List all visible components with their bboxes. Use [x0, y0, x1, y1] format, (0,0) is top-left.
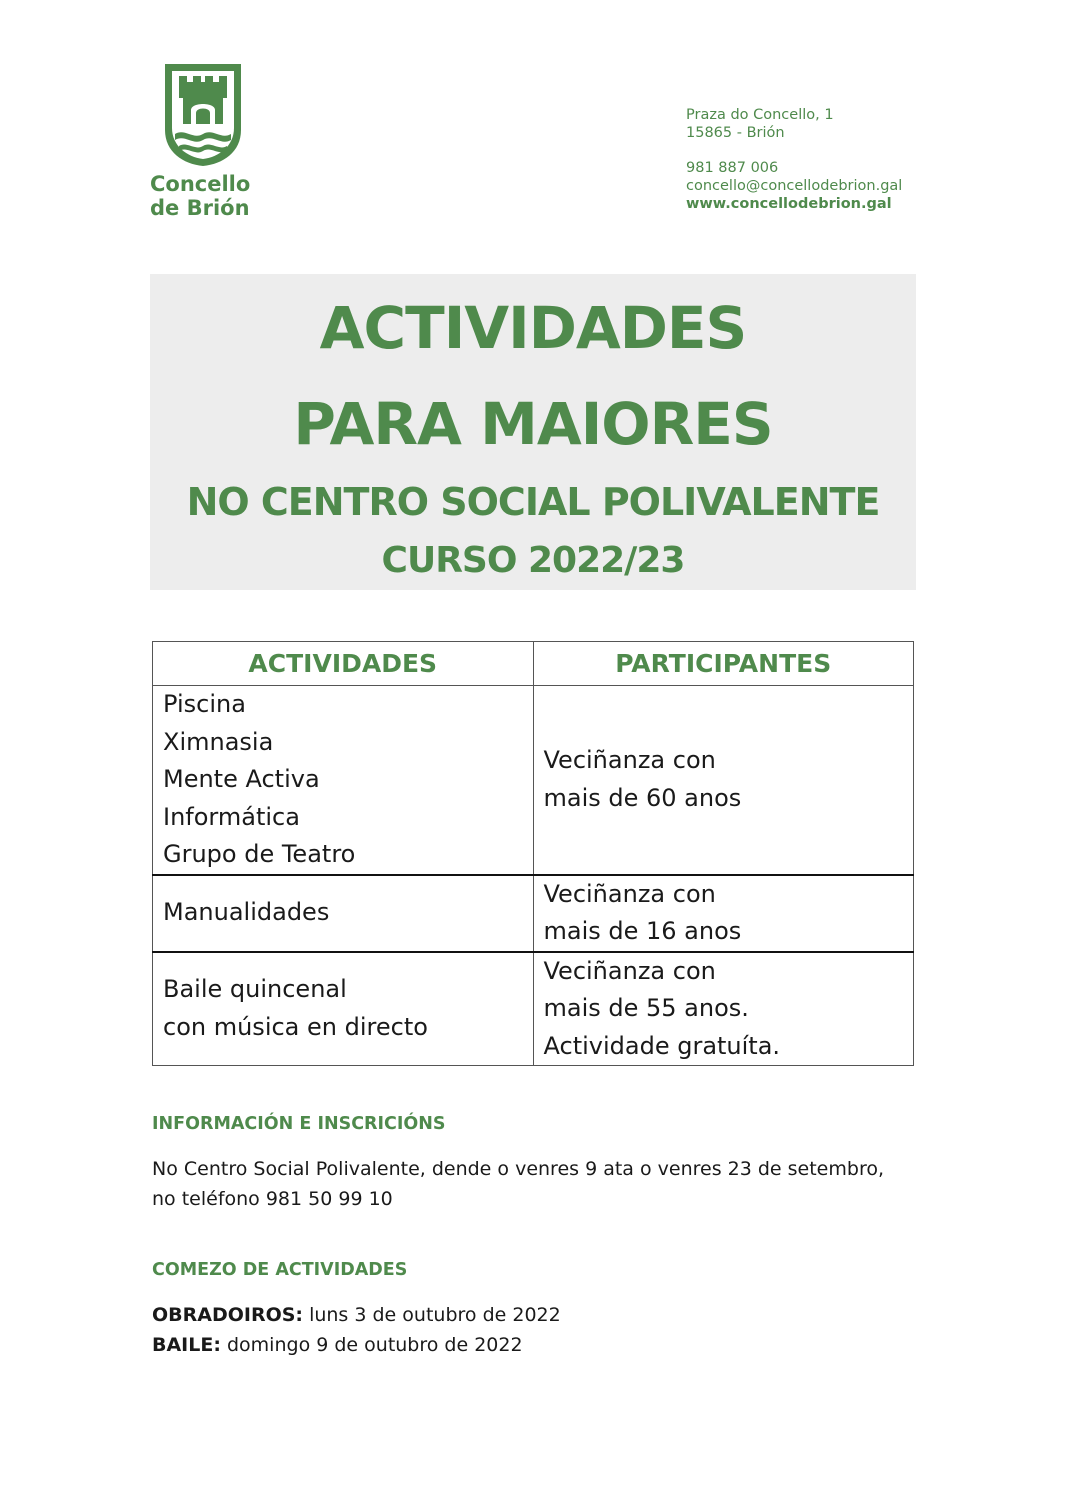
activity-item: Manualidades	[163, 898, 330, 927]
dance-label: BAILE:	[152, 1334, 221, 1356]
table-row	[153, 952, 914, 1066]
logo-line2: de Brión	[150, 196, 250, 220]
participants-cell	[533, 952, 914, 1066]
castle-crest-icon	[163, 62, 243, 168]
participants-line: Veciñanza con	[543, 746, 716, 775]
table-row	[153, 686, 914, 875]
info-text	[152, 1154, 884, 1214]
dance-date: domingo 9 de outubro de 2022	[220, 1334, 523, 1356]
participants-cell	[533, 875, 914, 952]
title-line3: NO CENTRO SOCIAL POLIVALENTE	[186, 480, 880, 524]
logo-line1: Concello	[150, 172, 251, 196]
title-line2: PARA MAIORES	[293, 390, 773, 458]
workshops-label: OBRADOIROS:	[152, 1304, 304, 1326]
activity-item: Piscina	[163, 690, 246, 718]
address-line2: 15865 - Brión	[686, 125, 785, 141]
participants-line: Veciñanza con	[543, 879, 716, 908]
email: concello@concellodebrion.gal	[686, 178, 903, 194]
participants-line: Veciñanza con	[543, 956, 716, 985]
table-header-row	[153, 642, 914, 686]
header-activities: ACTIVIDADES	[153, 642, 534, 686]
activity-item: Ximnasia	[163, 727, 274, 756]
activity-item: Grupo de Teatro	[163, 840, 356, 868]
participants-line: mais de 60 anos	[543, 783, 742, 812]
activity-item: Mente Activa	[163, 765, 320, 793]
dance-line	[152, 1330, 561, 1360]
activities-table	[152, 641, 914, 1066]
header-participants: PARTICIPANTES	[533, 642, 914, 686]
start-heading: COMEZO DE ACTIVIDADES	[152, 1260, 408, 1280]
start-text	[152, 1300, 561, 1360]
info-heading: INFORMACIÓN E INSCRICIÓNS	[152, 1114, 446, 1134]
workshops-line	[152, 1300, 561, 1330]
concello-logo	[150, 62, 260, 220]
website: www.concellodebrion.gal	[686, 196, 892, 212]
table-row	[153, 875, 914, 952]
info-line1: No Centro Social Polivalente, dende o venres 9 ata o venres 23 de setembro,	[152, 1158, 885, 1180]
participants-line: mais de 16 anos	[543, 917, 742, 945]
info-line2: no teléfono 981 50 99 10	[152, 1188, 393, 1210]
phone: 981 887 006	[686, 160, 779, 176]
participants-line: Actividade gratuíta.	[543, 1031, 781, 1060]
address-line1: Praza do Concello, 1	[686, 107, 834, 123]
activity-item: Informática	[163, 802, 300, 831]
contact-block	[686, 106, 902, 213]
workshops-date: luns 3 de outubro de 2022	[303, 1304, 561, 1326]
activities-cell	[153, 686, 534, 875]
activity-item: con música en directo	[163, 1012, 428, 1041]
participants-cell	[533, 686, 914, 875]
title-line4: CURSO 2022/23	[381, 540, 685, 581]
participants-line: mais de 55 anos.	[543, 994, 749, 1022]
activities-cell	[153, 875, 534, 952]
title-box	[150, 274, 916, 590]
title-line1: ACTIVIDADES	[319, 294, 747, 362]
activity-item: Baile quincenal	[163, 975, 347, 1004]
activities-cell	[153, 952, 534, 1066]
